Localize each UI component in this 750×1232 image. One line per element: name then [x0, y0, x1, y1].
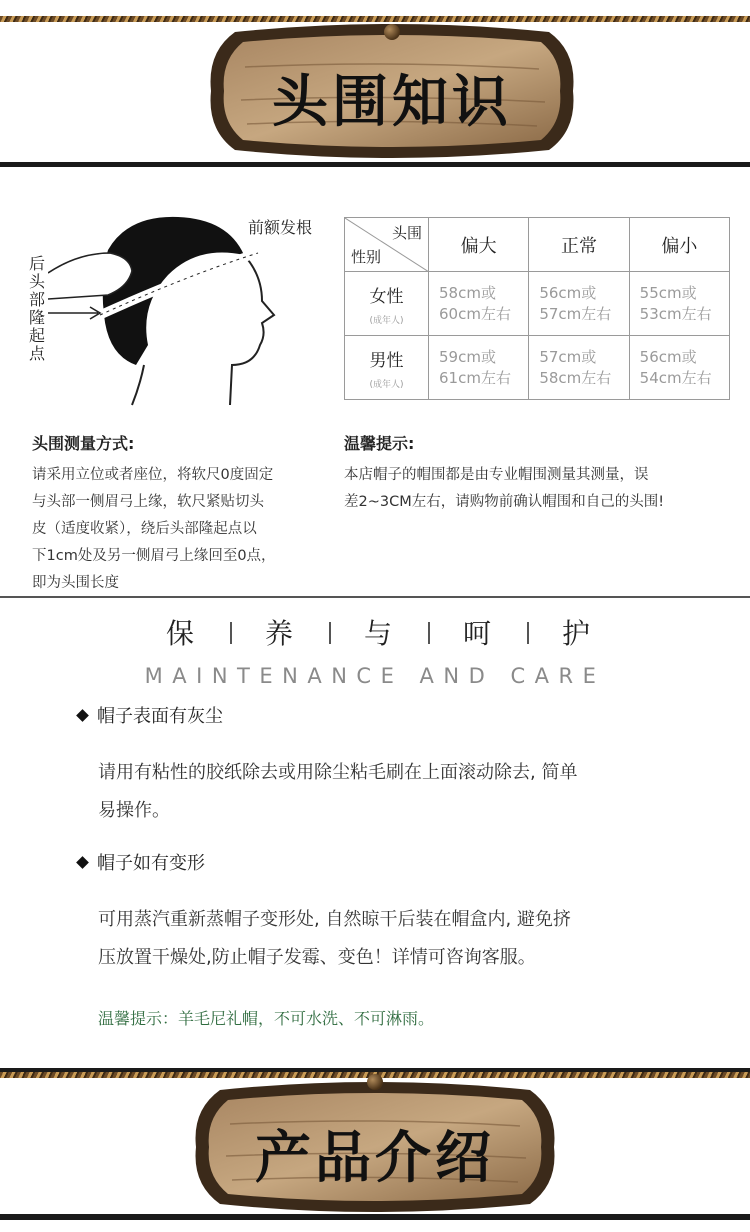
- gender-cell: [345, 272, 429, 336]
- gender-name: 男性: [369, 350, 404, 371]
- head-face-outline: [230, 255, 274, 405]
- size-line: 55cm或: [639, 283, 697, 302]
- nail-icon: [367, 1074, 383, 1090]
- care-title-char: 养: [265, 617, 294, 650]
- care-title-char: 保: [166, 617, 195, 650]
- size-line: 58cm或: [439, 283, 496, 302]
- care-title-char: 呵: [463, 617, 492, 650]
- gender-sub: (成年人): [369, 379, 404, 390]
- size-line: 54cm左右: [639, 368, 712, 387]
- separator: [428, 622, 430, 644]
- forehead-label: 前额发根: [248, 218, 313, 237]
- ear: [150, 309, 166, 341]
- divider: [0, 162, 750, 167]
- divider: [0, 596, 750, 598]
- section-sign-head-knowledge: [205, 22, 579, 160]
- care-heading-text: 帽子表面有灰尘: [97, 706, 223, 727]
- table-row: [345, 272, 730, 336]
- care-line: 请用有粘性的胶纸除去或用除尘粘毛刷在上面滚动除去, 简单: [98, 762, 578, 783]
- back-head-label: [28, 255, 46, 363]
- care-item-heading: [78, 849, 205, 875]
- back-head-char: 起: [28, 326, 45, 345]
- care-line: 可用蒸汽重新蒸帽子变形处, 自然晾干后装在帽盒内, 避免挤: [98, 909, 571, 930]
- back-head-char: 隆: [28, 308, 45, 327]
- notice-line: 差2~3CM左右，请购物前确认帽围和自己的头围!: [344, 494, 665, 510]
- back-head-char: 后: [28, 254, 45, 273]
- size-cell: [529, 272, 629, 336]
- head-hair: [103, 217, 244, 365]
- arrow: [48, 307, 100, 319]
- separator: [527, 622, 529, 644]
- gender-name: 女性: [369, 286, 404, 307]
- size-line: 60cm左右: [439, 304, 511, 323]
- size-line: 56cm或: [539, 283, 597, 302]
- column-header: 正常: [529, 218, 629, 272]
- care-line: 易操作。: [98, 800, 170, 821]
- head-back-outline: [132, 365, 144, 405]
- section-title: 头围知识: [272, 69, 512, 135]
- size-line: 56cm或: [639, 347, 697, 366]
- corner-top-label: 头围: [391, 224, 422, 242]
- measure-text: [32, 462, 332, 597]
- care-tip: 温馨提示：羊毛尼礼帽，不可水洗、不可淋雨。: [98, 1009, 435, 1028]
- care-title-char: 护: [562, 617, 591, 650]
- measure-title: 头围测量方式:: [32, 434, 135, 453]
- separator: [230, 622, 232, 644]
- measure-line: 皮（适度收紧），绕后头部隆起点以: [32, 521, 257, 537]
- gender-cell: [345, 336, 429, 400]
- table-row: [345, 336, 730, 400]
- measure-line: 下1cm处及另一侧眉弓上缘回至0点，: [32, 548, 276, 564]
- section-title: 产品介绍: [255, 1125, 495, 1191]
- size-cell: [429, 336, 529, 400]
- gender-sub: (成年人): [369, 315, 404, 326]
- care-item-body: [98, 754, 698, 830]
- measure-line: 即为头围长度: [32, 575, 119, 591]
- head-size-table: [344, 217, 730, 400]
- divider: [0, 1214, 750, 1220]
- care-subtitle: MAINTENANCE AND CARE: [144, 664, 606, 688]
- back-head-char: 点: [28, 344, 45, 363]
- care-item-body: [98, 901, 698, 977]
- notice-title: 温馨提示:: [344, 434, 415, 453]
- size-line: 57cm左右: [539, 304, 612, 323]
- diamond-bullet-icon: [76, 856, 89, 869]
- measure-line: 与头部一侧眉弓上缘，软尺紧贴切头: [32, 494, 264, 510]
- care-heading-text: 帽子如有变形: [97, 853, 205, 874]
- back-head-char: 部: [28, 290, 45, 309]
- nail-icon: [384, 24, 400, 40]
- measure-line: 请采用立位或者座位，将软尺0度固定: [32, 467, 274, 483]
- back-head-char: 头: [28, 272, 45, 291]
- notice-text: [344, 462, 734, 516]
- size-line: 57cm或: [539, 347, 597, 366]
- size-cell: [429, 272, 529, 336]
- size-line: 53cm左右: [639, 304, 712, 323]
- size-cell: [629, 272, 729, 336]
- care-item-heading: [78, 702, 223, 728]
- care-title-char: 与: [364, 617, 393, 650]
- notice-line: 本店帽子的帽围都是由专业帽围测量其测量，误: [344, 467, 649, 483]
- care-line: 压放置干燥处,防止帽子发霉、变色！详情可咨询客服。: [98, 947, 536, 968]
- corner-bottom-label: 性别: [351, 248, 382, 266]
- section-sign-product-intro: [190, 1080, 560, 1214]
- size-line: 59cm或: [439, 347, 496, 366]
- diamond-bullet-icon: [76, 709, 89, 722]
- size-line: 61cm左右: [439, 368, 511, 387]
- separator: [329, 622, 331, 644]
- column-header: 偏大: [429, 218, 529, 272]
- size-cell: [629, 336, 729, 400]
- size-line: 58cm左右: [539, 368, 612, 387]
- table-corner-cell: [345, 218, 429, 272]
- size-cell: [529, 336, 629, 400]
- table-header-row: [345, 218, 730, 272]
- care-title: [0, 612, 750, 652]
- column-header: 偏小: [629, 218, 729, 272]
